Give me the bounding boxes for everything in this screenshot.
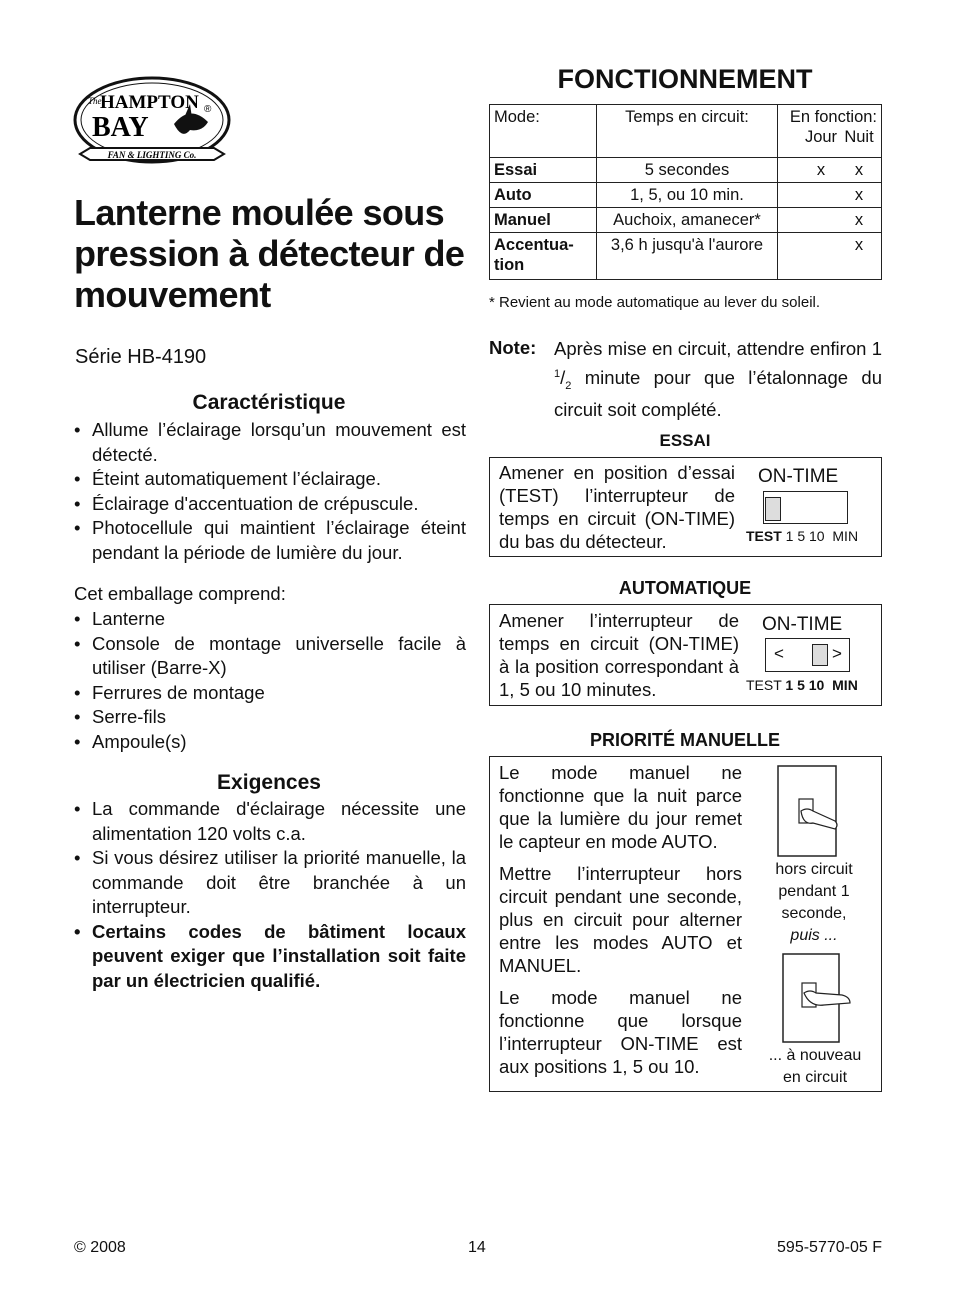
table-row [490, 158, 882, 183]
test-heading: ESSAI [659, 431, 711, 450]
list-item: • Certains codes de bâtiment locaux peuvent exiger que l’installation soit faite par un électricien qualifié. [74, 920, 466, 994]
day-label: Jour [804, 128, 838, 146]
list-item: • Ferrures de montage [74, 681, 466, 706]
svg-text:The: The [88, 96, 102, 106]
package-intro: Cet emballage comprend: [74, 583, 286, 604]
table-header-cell [778, 105, 882, 158]
list-item: • Serre-fils [74, 705, 466, 730]
time-cell: 5 secondes [597, 158, 778, 183]
auto-heading: AUTOMATIQUE [618, 578, 752, 598]
mode-cell: Manuel [490, 208, 597, 233]
svg-text:HAMPTON: HAMPTON [100, 92, 199, 113]
night-label: Nuit [844, 128, 874, 146]
mode-cell: Essai [490, 158, 597, 183]
manual-box [489, 756, 882, 1092]
copyright: © 2008 [74, 1239, 126, 1256]
switch-knob [812, 644, 828, 666]
time-cell: 3,6 h jusqu'à l'aurore [597, 233, 778, 280]
features-heading: Caractéristique [192, 391, 346, 414]
list-item: • Éclairage d'accentuation de crépuscule. [74, 492, 466, 517]
day-mark [801, 210, 841, 230]
mode-cell: Accentua-tion [490, 233, 597, 280]
time-cell: Auchoix, amanecer* [597, 208, 778, 233]
page-title: Lanterne moulée sous pression à détecteur de mouvement [74, 192, 465, 315]
list-item: • Si vous désirez utiliser la priorité manuelle, la commande doit être branchée à un interrupteur. [74, 846, 466, 920]
table-header-cell: Temps en circuit: [597, 105, 778, 158]
manual-paragraph: Le mode manuel ne fonctionne que lorsque l’interrupteur ON-TIME est aux positions 1, 5 ou 10. [499, 987, 742, 1077]
page-number: 14 [468, 1239, 486, 1256]
table-row [490, 233, 882, 280]
time-cell: 1, 5, ou 10 min. [597, 183, 778, 208]
in-function-label: En fonction: [789, 108, 877, 126]
arrow-right-icon: > [832, 644, 842, 663]
table-footnote: * Revient au mode automatique au lever du soleil. [489, 294, 821, 311]
operation-heading: FONCTIONNEMENT [557, 64, 813, 94]
manual-paragraph: Le mode manuel ne fonctionne que la nuit parce que la lumière du jour remet le capteur en mode AUTO. [499, 762, 742, 852]
list-item: • Éteint automatiquement l’éclairage. [74, 467, 466, 492]
table-header-cell: Mode: [490, 105, 597, 158]
list-item: • La commande d'éclairage nécessite une alimentation 120 volts c.a. [74, 797, 466, 846]
wall-switch-off-icon [777, 765, 839, 859]
manual-paragraph: Mettre l’interrupteur hors circuit pendant une seconde, plus en circuit pour alterner entre les modes AUTO et MANUEL. [499, 863, 742, 976]
svg-text:®: ® [204, 104, 212, 115]
on-caption: ... à nouveau en circuit [768, 1047, 862, 1086]
hampton-bay-logo [72, 74, 232, 178]
manual-text [499, 761, 742, 1087]
ontime-switch [765, 638, 850, 672]
list-item: • Console de montage universelle facile à utiliser (Barre-X) [74, 632, 466, 681]
day-mark: x [816, 161, 826, 179]
svg-text:BAY: BAY [92, 112, 149, 143]
list-item: • Allume l’éclairage lorsqu’un mouvement est détecté. [74, 418, 466, 467]
series-label: Série HB-4190 [75, 346, 207, 368]
test-box [489, 457, 882, 557]
auto-box [489, 604, 882, 706]
switch-knob [765, 497, 781, 521]
night-mark: x [854, 211, 864, 229]
document-number: 595-5770-05 F [777, 1239, 882, 1256]
table-row [490, 183, 882, 208]
night-mark: x [854, 161, 864, 179]
night-mark: x [854, 236, 864, 254]
off-caption: hors circuit pendant 1 seconde, puis ... [775, 861, 853, 944]
features-list [74, 418, 466, 565]
manual-heading: PRIORITÉ MANUELLE [589, 730, 780, 750]
ontime-scale: TEST 1 5 10 MIN [746, 528, 859, 544]
list-item: • Lanterne [74, 607, 466, 632]
night-mark: x [854, 186, 864, 204]
day-mark [801, 185, 841, 205]
requirements-heading: Exigences [217, 771, 321, 794]
package-list [74, 607, 466, 754]
auto-text: Amener l’interrupteur de temps en circuit (ON-TIME) à la position correspondant à 1, 5 ou 10 minutes. [499, 610, 739, 700]
ontime-label: ON-TIME [762, 614, 843, 635]
day-mark [801, 235, 841, 255]
wall-switch-on-icon [782, 953, 864, 1045]
list-item: • Photocellule qui maintient l’éclairage éteint pendant la période de lumière du jour. [74, 516, 466, 565]
mode-cell: Auto [490, 183, 597, 208]
requirements-list [74, 797, 466, 993]
table-header-row [490, 105, 882, 158]
ontime-switch [763, 491, 848, 524]
note-label: Note: [489, 337, 537, 358]
test-text: Amener en position d’essai (TEST) l’interrupteur de temps en circuit (ON-TIME) du bas du détecteur. [499, 462, 735, 552]
ontime-label: ON-TIME [758, 466, 839, 487]
table-row [490, 208, 882, 233]
svg-text:FAN & LIGHTING Co.: FAN & LIGHTING Co. [107, 150, 197, 160]
mode-table [489, 104, 882, 280]
list-item: • Ampoule(s) [74, 730, 466, 755]
ontime-scale: TEST 1 5 10 MIN [746, 677, 858, 693]
arrow-left-icon: < [774, 644, 784, 663]
note-text: Après mise en circuit, attendre enfiron 1 $^1/_2$ minute pour que l’étalonnage du circuit soit complété. [554, 338, 882, 420]
